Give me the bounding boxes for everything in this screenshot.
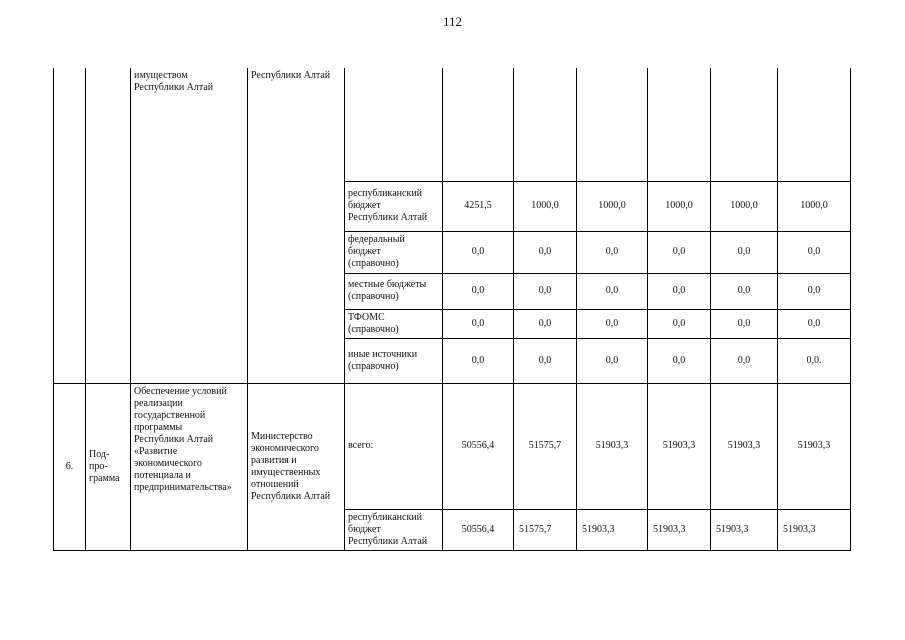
value-cell: 0,0 bbox=[443, 231, 514, 273]
value-cell: 51903,3 bbox=[711, 509, 778, 550]
value-cell: 0,0 bbox=[778, 231, 851, 273]
value-cell: 0,0 bbox=[577, 231, 648, 273]
table-row bbox=[54, 383, 851, 509]
source-cell: иные источники (справочно) bbox=[345, 338, 443, 383]
value-cell: 0,0 bbox=[443, 273, 514, 309]
source-cell: местные бюджеты (справочно) bbox=[345, 273, 443, 309]
value-cell: 50556,4 bbox=[443, 383, 514, 509]
cont-empty bbox=[577, 68, 648, 181]
section-responsible-cell: Министерство экономического развития и имущественных отношений Республики Алтай bbox=[248, 383, 345, 550]
cont-responsible-cell: Республики Алтай bbox=[248, 68, 345, 383]
value-cell: 1000,0 bbox=[648, 181, 711, 231]
source-cell: ТФОМС (справочно) bbox=[345, 309, 443, 338]
cont-empty bbox=[514, 68, 577, 181]
cont-empty bbox=[711, 68, 778, 181]
source-cell: федеральный бюджет (справочно) bbox=[345, 231, 443, 273]
value-cell: 51903,3 bbox=[778, 509, 851, 550]
value-cell: 0,0 bbox=[648, 309, 711, 338]
value-cell: 0,0 bbox=[711, 231, 778, 273]
cont-empty bbox=[778, 68, 851, 181]
value-cell: 51903,3 bbox=[648, 509, 711, 550]
value-cell: 50556,4 bbox=[443, 509, 514, 550]
value-cell: 0,0 bbox=[648, 273, 711, 309]
value-cell: 0,0 bbox=[514, 231, 577, 273]
source-cell: всего: bbox=[345, 383, 443, 509]
value-cell: 0,0 bbox=[648, 338, 711, 383]
value-cell: 51903,3 bbox=[577, 383, 648, 509]
value-cell: 51575,7 bbox=[514, 383, 577, 509]
page-number: 112 bbox=[442, 14, 463, 29]
value-cell: 0,0. bbox=[778, 338, 851, 383]
value-cell: 0,0 bbox=[514, 309, 577, 338]
value-cell: 0,0 bbox=[514, 273, 577, 309]
cont-empty bbox=[648, 68, 711, 181]
value-cell: 51575,7 bbox=[514, 509, 577, 550]
value-cell: 1000,0 bbox=[577, 181, 648, 231]
value-cell: 0,0 bbox=[711, 309, 778, 338]
source-cell: республиканский бюджет Республики Алтай bbox=[345, 509, 443, 550]
cont-number-cell bbox=[54, 68, 86, 383]
value-cell: 0,0 bbox=[778, 309, 851, 338]
cont-empty-source bbox=[345, 68, 443, 181]
value-cell: 51903,3 bbox=[577, 509, 648, 550]
value-cell: 0,0 bbox=[443, 309, 514, 338]
value-cell: 1000,0 bbox=[778, 181, 851, 231]
value-cell: 4251,5 bbox=[443, 181, 514, 231]
cont-empty bbox=[443, 68, 514, 181]
value-cell: 0,0 bbox=[577, 273, 648, 309]
continued-header-row bbox=[54, 68, 851, 181]
value-cell: 0,0 bbox=[443, 338, 514, 383]
value-cell: 0,0 bbox=[711, 338, 778, 383]
funding-table bbox=[53, 68, 851, 551]
cont-type-cell bbox=[86, 68, 131, 383]
section-number-cell: 6. bbox=[54, 383, 86, 550]
value-cell: 51903,3 bbox=[648, 383, 711, 509]
cont-executor-cell: имуществом Республики Алтай bbox=[131, 68, 248, 383]
value-cell: 1000,0 bbox=[711, 181, 778, 231]
value-cell: 51903,3 bbox=[711, 383, 778, 509]
value-cell: 0,0 bbox=[577, 309, 648, 338]
value-cell: 51903,3 bbox=[778, 383, 851, 509]
value-cell: 0,0 bbox=[711, 273, 778, 309]
value-cell: 1000,0 bbox=[514, 181, 577, 231]
section-type-cell: Под- про- грамма bbox=[86, 383, 131, 550]
value-cell: 0,0 bbox=[778, 273, 851, 309]
value-cell: 0,0 bbox=[577, 338, 648, 383]
value-cell: 0,0 bbox=[648, 231, 711, 273]
source-cell: республиканский бюджет Республики Алтай bbox=[345, 181, 443, 231]
value-cell: 0,0 bbox=[514, 338, 577, 383]
section-name-cell: Обеспечение условий реализации государственной программы Республики Алтай «Развитие экономического потенциала и предпринимательства» bbox=[131, 383, 248, 550]
